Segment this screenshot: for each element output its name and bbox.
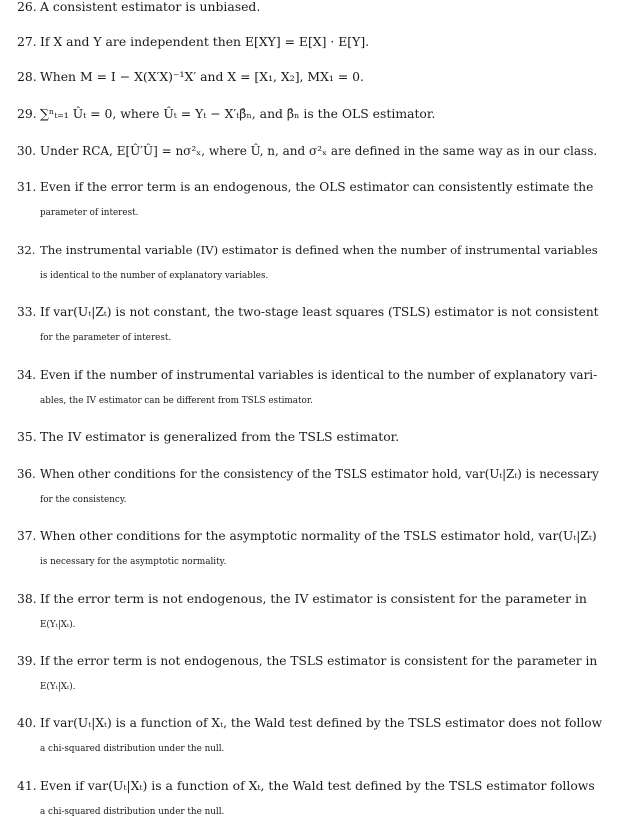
question-text-continued: E(Yₜ|Xₜ).	[40, 620, 76, 630]
question-text: If var(Uₜ|Xₜ) is a function of Xₜ, the Wald test defined by the TSLS estimator does not follow	[40, 716, 603, 730]
question-text: Even if the number of instrumental variables is identical to the number of explanatory vari-	[40, 368, 598, 382]
question-text-continued: a chi-squared distribution under the null.	[40, 744, 225, 754]
question-text: If the error term is not endogenous, the IV estimator is consistent for the parameter in	[40, 591, 587, 606]
question-text: ∑ⁿₜ₌₁ Ûₜ = 0, where Ûₜ = Yₜ − X′ₜβ̂ₙ, and β̂ₙ is the OLS estimator.	[40, 106, 436, 121]
question-39	[17, 648, 602, 700]
question-number: 39.	[17, 654, 37, 668]
question-text-continued: is identical to the number of explanatory variables.	[40, 271, 269, 281]
question-text: Even if var(Uₜ|Xₜ) is a function of Xₜ, the Wald test defined by the TSLS estimator follows	[40, 778, 595, 793]
question-41	[17, 773, 602, 825]
question-35	[17, 424, 602, 450]
question-number: 40.	[17, 716, 37, 730]
question-28	[17, 64, 602, 90]
question-text-continued: parameter of interest.	[40, 208, 139, 218]
question-38	[17, 586, 602, 638]
question-text: A consistent estimator is unbiased.	[40, 0, 261, 14]
question-number: 37.	[17, 529, 37, 543]
question-text: Even if the error term is an endogenous, the OLS estimator can consistently estimate the	[40, 180, 594, 194]
question-text: The IV estimator is generalized from the TSLS estimator.	[40, 429, 400, 444]
question-number: 38.	[17, 591, 37, 606]
question-36	[17, 461, 602, 513]
question-number: 33.	[17, 305, 37, 319]
question-number: 35.	[17, 429, 37, 444]
question-text: The instrumental variable (IV) estimator is defined when the number of instrumental variables	[40, 243, 598, 257]
question-number: 36.	[17, 467, 36, 481]
question-number: 32.	[17, 243, 36, 257]
question-text: If X and Y are independent then E[XY] = E[X] · E[Y].	[40, 34, 370, 49]
question-text-continued: ables, the IV estimator can be different from TSLS estimator.	[40, 396, 313, 406]
question-40	[17, 710, 602, 762]
question-text: If var(Uₜ|Zₜ) is not constant, the two-stage least squares (TSLS) estimator is not consistent	[40, 305, 599, 319]
question-number: 28.	[17, 69, 37, 84]
question-number: 31.	[17, 180, 37, 194]
question-text-continued: for the consistency.	[40, 495, 127, 505]
question-37	[17, 523, 602, 575]
question-number: 41.	[17, 778, 37, 793]
question-number: 27.	[17, 34, 37, 49]
question-text: When M = I − X(X′X)⁻¹X′ and X = [X₁, X₂], MX₁ = 0.	[40, 69, 364, 84]
question-text-continued: is necessary for the asymptotic normality.	[40, 557, 227, 567]
question-34	[17, 362, 602, 414]
question-text: When other conditions for the consistency of the TSLS estimator hold, var(Uₜ|Zₜ) is necessary	[40, 467, 599, 481]
question-text-continued: a chi-squared distribution under the null.	[40, 807, 225, 817]
question-27	[17, 29, 602, 55]
question-number: 29.	[17, 106, 37, 121]
question-30	[17, 138, 602, 164]
question-29	[17, 101, 602, 127]
question-number: 34.	[17, 368, 37, 382]
question-33	[17, 299, 602, 351]
question-text-continued: E(Yₜ|Xₜ).	[40, 682, 76, 692]
question-text: When other conditions for the asymptotic normality of the TSLS estimator hold, var(Uₜ|Zₜ)	[40, 529, 597, 543]
question-number: 30.	[17, 144, 37, 158]
question-26	[17, 0, 602, 20]
question-number: 26.	[17, 0, 37, 14]
question-text-continued: for the parameter of interest.	[40, 333, 172, 343]
question-text: If the error term is not endogenous, the TSLS estimator is consistent for the parameter in	[40, 654, 598, 668]
question-32	[17, 237, 602, 289]
question-31	[17, 174, 602, 226]
question-text: Under RCA, E[Û′Û] = nσ²ₓ, where Û, n, and σ²ₓ are defined in the same way as in our class.	[40, 144, 598, 158]
